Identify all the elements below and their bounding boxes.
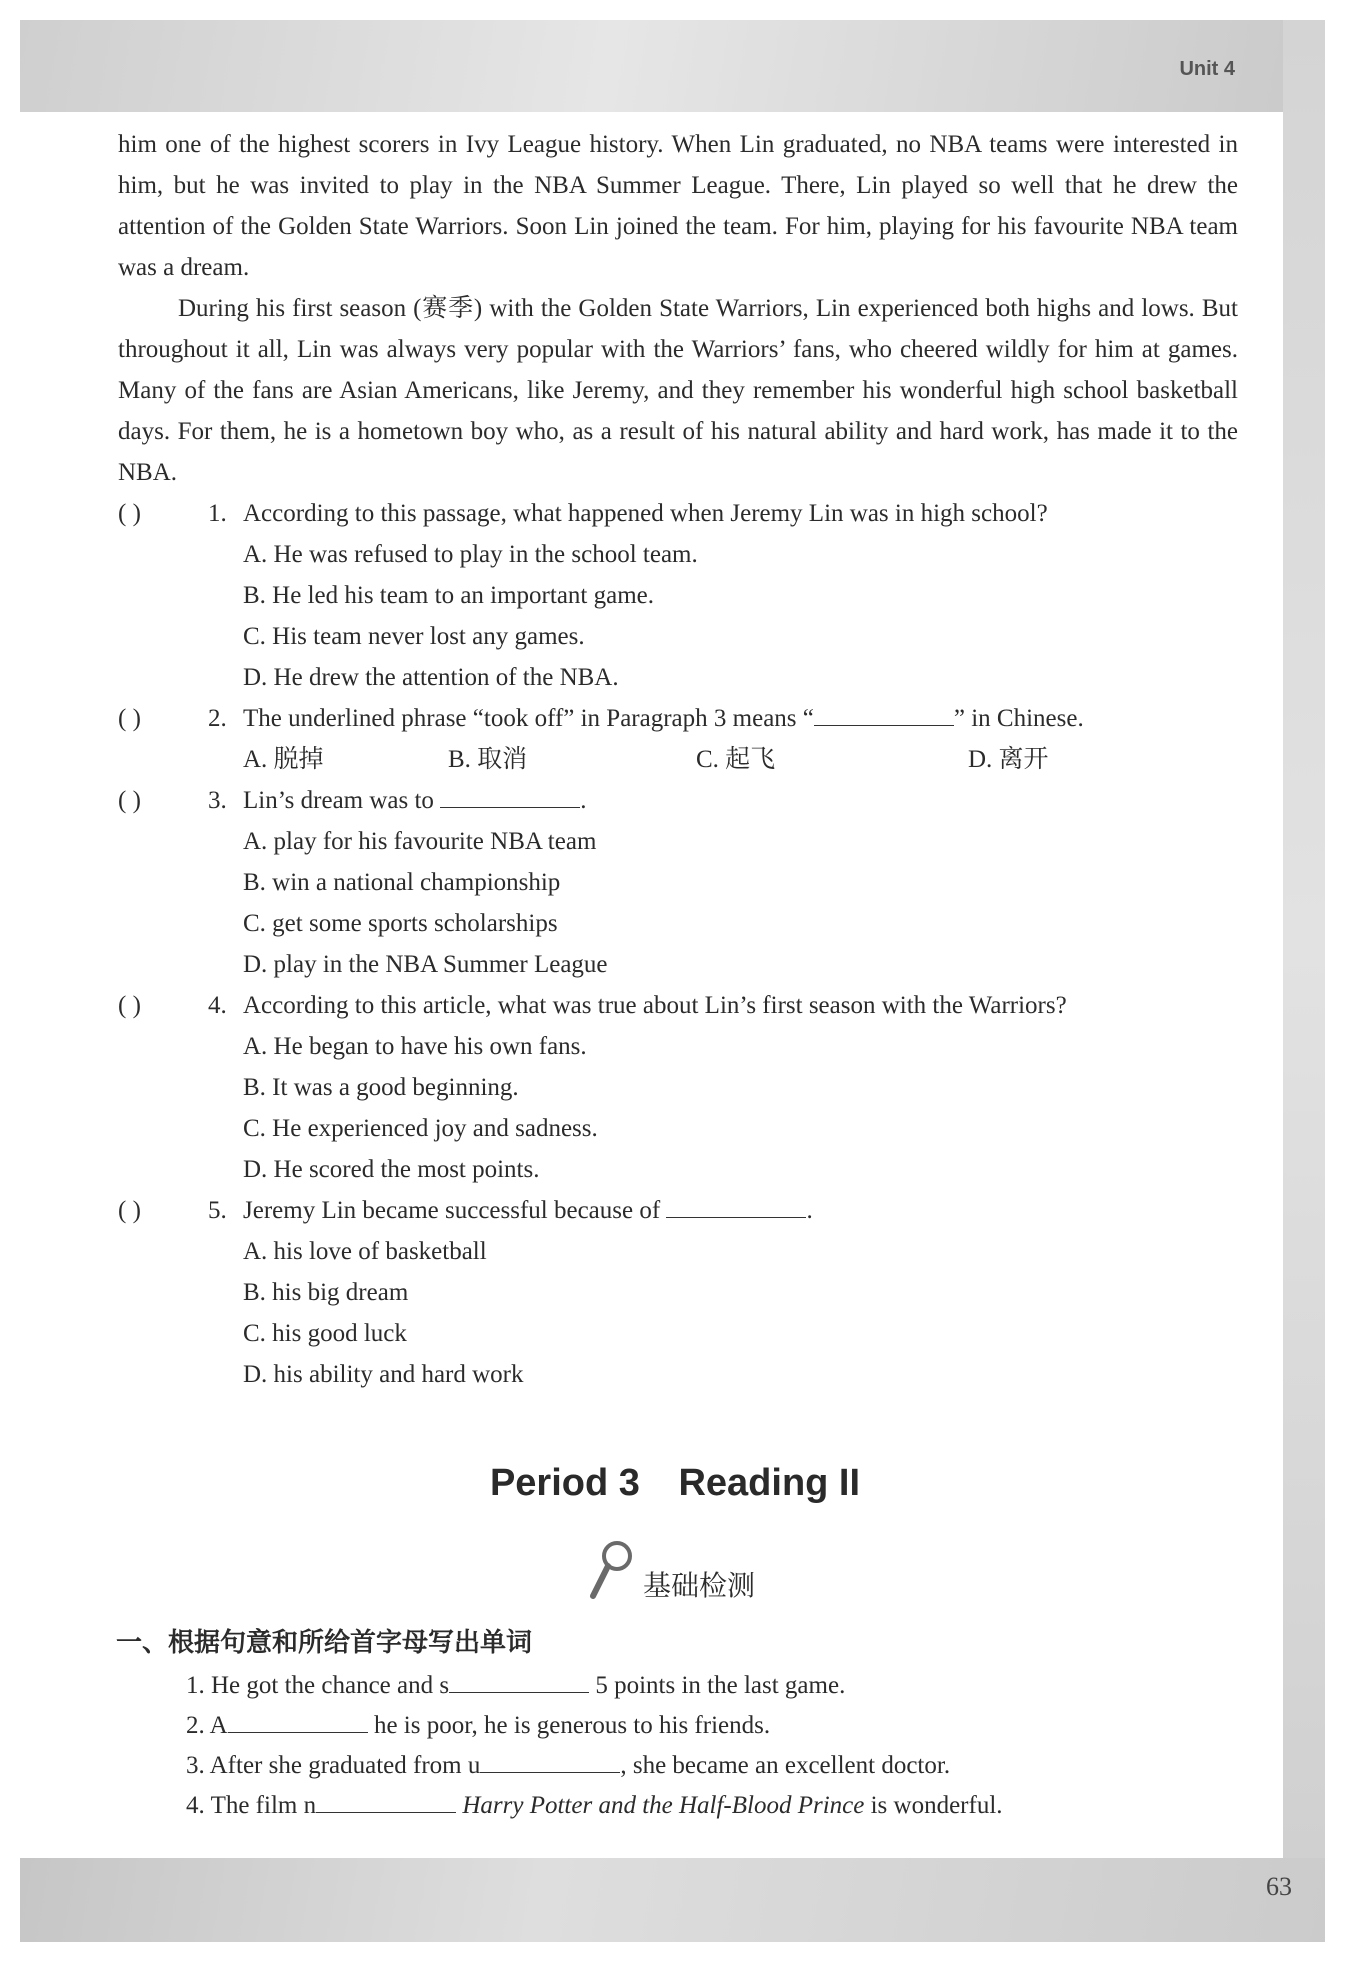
film-title: Harry Potter and the Half-Blood Prince: [462, 1792, 865, 1819]
question-number: 4.: [208, 992, 227, 1019]
option: B. win a national championship: [243, 869, 561, 896]
word-exercises: [186, 1666, 1003, 1826]
question-number: 3.: [208, 787, 227, 814]
option: B. 取消: [448, 746, 528, 773]
option: D. He drew the attention of the NBA.: [243, 664, 619, 691]
page-top-band: [20, 20, 1325, 112]
exercise-item: 2. A he is poor, he is generous to his friends.: [186, 1706, 1003, 1746]
question-stem: According to this passage, what happened when Jeremy Lin was in high school?: [243, 500, 1048, 527]
option: B. He led his team to an important game.: [243, 582, 655, 609]
question-5: [118, 1190, 1238, 1231]
option: C. 起飞: [696, 746, 776, 773]
answer-blank[interactable]: [316, 1788, 456, 1813]
question-4: [118, 985, 1238, 1026]
period-name: Reading II: [678, 1462, 861, 1504]
question-stem: The underlined phrase “took off” in Paragraph 3 means “ ” in Chinese.: [243, 698, 1084, 739]
option: A. He was refused to play in the school team.: [243, 541, 698, 568]
page-number: 63: [1266, 1872, 1292, 1901]
period-number: Period 3: [489, 1462, 640, 1504]
answer-parentheses[interactable]: ( ): [118, 705, 141, 732]
question-stem: Lin’s dream was to .: [243, 780, 586, 821]
question-number: 1.: [208, 500, 227, 527]
option-row: [118, 739, 1238, 780]
option: C. get some sports scholarships: [243, 910, 558, 937]
part-one-heading: 一、根据句意和所给首字母写出单词: [116, 1628, 533, 1658]
option: A. his love of basketball: [243, 1238, 487, 1265]
answer-parentheses[interactable]: ( ): [118, 787, 141, 814]
option: A. He began to have his own fans.: [243, 1033, 587, 1060]
option: D. his ability and hard work: [243, 1361, 524, 1388]
answer-blank[interactable]: [228, 1708, 368, 1733]
option: A. 脱掉: [243, 746, 324, 773]
period-title: [0, 1462, 1350, 1505]
passage-paragraph: him one of the highest scorers in Ivy League history. When Lin graduated, no NBA teams were interested in him, but he was invited to play in the NBA Summer League. There, Lin played so well that he drew the attention of the Golden State Warriors. Soon Lin joined the team. For him, playing for his favourite NBA team was a dream.: [118, 131, 1238, 281]
question-stem: Jeremy Lin became successful because of .: [243, 1190, 813, 1231]
answer-blank[interactable]: [449, 1668, 589, 1693]
answer-blank[interactable]: [814, 701, 954, 726]
option: D. He scored the most points.: [243, 1156, 540, 1183]
answer-parentheses[interactable]: ( ): [118, 992, 141, 1019]
answer-blank[interactable]: [666, 1193, 806, 1218]
question-3: [118, 780, 1238, 821]
answer-blank[interactable]: [440, 783, 580, 808]
option: C. He experienced joy and sadness.: [243, 1115, 598, 1142]
passage-paragraph: During his first season (赛季) with the Golden State Warriors, Lin experienced both highs and lows. But throughout it all, Lin was always very popular with the Warriors’ fans, who cheered wildly for him at games. Many of the fans are Asian Americans, like Jeremy, and they remember his wonderful high school basketball days. For them, he is a hometown boy who, as a result of his natural ability and hard work, has made it to the NBA.: [118, 295, 1238, 486]
answer-parentheses[interactable]: ( ): [118, 1197, 141, 1224]
option: C. his good luck: [243, 1320, 407, 1347]
answer-parentheses[interactable]: ( ): [118, 500, 141, 527]
page-right-band: [1283, 20, 1325, 1860]
exercise-item: 4. The film n Harry Potter and the Half-Blood Prince is wonderful.: [186, 1786, 1003, 1826]
option: D. 离开: [968, 746, 1049, 773]
option: C. His team never lost any games.: [243, 623, 585, 650]
option: A. play for his favourite NBA team: [243, 828, 597, 855]
option: D. play in the NBA Summer League: [243, 951, 608, 978]
option: B. It was a good beginning.: [243, 1074, 519, 1101]
question-1: [118, 493, 1238, 534]
section-badge-label: 基础检测: [643, 1569, 756, 1602]
unit-label: Unit 4: [1179, 58, 1235, 80]
reading-content: [118, 124, 1238, 1395]
option: B. his big dream: [243, 1279, 409, 1306]
answer-blank[interactable]: [480, 1748, 620, 1773]
exercise-item: 1. He got the chance and s 5 points in the last game.: [186, 1666, 1003, 1706]
question-stem: According to this article, what was true about Lin’s first season with the Warriors?: [243, 992, 1067, 1019]
section-badge: [585, 1538, 756, 1602]
question-2: [118, 698, 1238, 739]
page-bottom-band: [20, 1858, 1325, 1942]
question-number: 5.: [208, 1197, 227, 1224]
magnifier-icon: [585, 1538, 637, 1602]
exercise-item: 3. After she graduated from u , she became an excellent doctor.: [186, 1746, 1003, 1786]
question-number: 2.: [208, 705, 227, 732]
